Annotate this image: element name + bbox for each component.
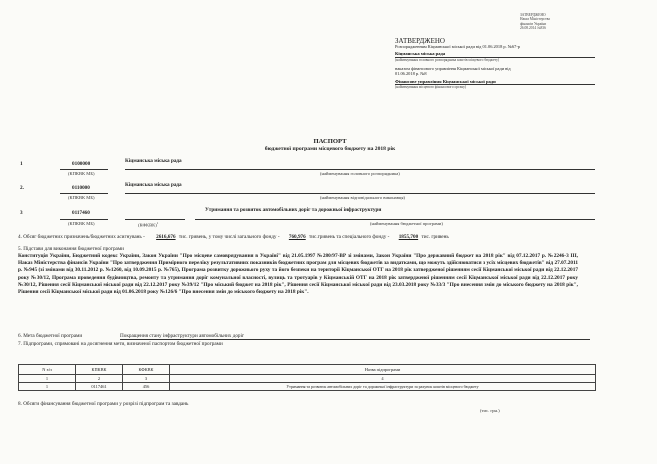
budget-text: 4. Обсяг бюджетних призначень/бюджетних асигнувань - — [18, 234, 145, 240]
section-5-body: Конституція України, Бюджетний кодекс України, Закон України "Про місцеве самоврядування в Україні" від 21.05.1997 №280/97-ВР зі змінами, Закон України "Про державний бюджет на 2018 рік" від 07.12.2017 р. №2246-3 ІІІ, Наказ Міністерства фінансів України "Про затвердження Примірного переліку результативних показників бюджетних програм для місцевих бюджетів за видатками, що можуть здійснюватися з усіх місцевих бюджетів" від 27.07.2011 р. №945 (зі змінами від 30.11.2012 р. №1260, від 10.09.2015 р. №765), Програма розвитку дорожнього руху та його безпеки на території Кіцманської ОТГ на 2018 рік затвердженої рішенням сесії Кіцманської міської ради від 22.12.2017 року №30/12, Програма проведення будівництва, ремонту та утримання доріг комунальної власності, вулиць та тротуарів у Кіцманській ОТГ на 2018 рік затвердженої рішенням сесії Кіцманської міської ради від 22.12.2017 року №30/12, Рішення сесії Кіцманської міської ради від 22.12.2017 року №39/12 "Про міський бюджет на 2018 рік", Рішення сесії Кіцманської міської ради від 23.03.2018 року №33/3 "Про внесення змін до міського бюджету на 2018 рік", Рішення сесії Кіцманської міської ради від 01.06.2018 року №126/6 "Про внесення змін до міського бюджету на 2018 рік". — [18, 253, 578, 296]
stamp-line: фінансів України — [520, 21, 547, 26]
top-right-stamp — [520, 13, 550, 31]
table-header-cell: N з/п — [19, 365, 76, 375]
approval-order-line: наказом фінансового управління Кіцманської міської ради від — [395, 66, 511, 72]
stamp-line: ЗАТВЕРДЖЕНО — [520, 13, 546, 17]
table-cell: 4 — [170, 375, 596, 383]
kfkvk-caption-text: (КФКВК) — [138, 222, 157, 228]
section-7-heading: 7. Підпрограми, спрямовані на досягнення мети, визначеної паспортом бюджетної програми — [18, 341, 223, 347]
row-number: 3 — [20, 210, 23, 216]
approval-org-name: Кіцманська міська рада — [395, 52, 595, 57]
row-kfkvk-caption — [138, 221, 158, 228]
row-number: 1 — [20, 161, 23, 167]
kfkvk-footnote-mark: 1 — [156, 221, 159, 225]
table-header-cell: КПКВК — [76, 365, 123, 375]
table-header-row — [19, 365, 596, 375]
row-name: Утримання та розвиток автомобільних доріг та дорожньої інфраструктури — [205, 207, 382, 213]
section-8-unit: (тис. грн.) — [480, 408, 500, 413]
page-title: ПАСПОРТ — [313, 138, 347, 145]
row-name-caption: (найменування головного розпорядника) — [320, 171, 400, 176]
table-header-cell: КФКВК — [123, 365, 170, 375]
subprograms-table — [18, 364, 596, 391]
table-cell: 1 — [19, 383, 76, 391]
row-code: 0100000 — [72, 161, 91, 167]
row-underline — [125, 169, 595, 170]
budget-special: 1855,700 — [398, 234, 419, 240]
section-6-label: 6. Мета бюджетної програми — [18, 333, 83, 339]
approval-org-caption: (найменування головного розпорядника коштів місцевого бюджету) — [395, 57, 500, 62]
budget-general: 760,976 — [288, 234, 306, 240]
row-name: Кіцманська міська рада — [125, 182, 182, 188]
page-subtitle: бюджетної програми місцевого бюджету на 2018 рік — [264, 146, 396, 152]
table-cell: 0117461 — [76, 383, 123, 391]
row-underline — [125, 219, 185, 220]
section-8-heading: 8. Обсяги фінансування бюджетної програми у розрізі підпрограм та завдань — [18, 401, 189, 407]
row-underline — [125, 193, 595, 194]
table-row — [19, 383, 596, 391]
approval-decree: Розпорядженням Кіцманської міської ради від 01.06.2018 р. №67-р — [395, 44, 520, 49]
row-underline — [60, 169, 108, 170]
stamp-line: 26.08.2014 №836 — [520, 26, 546, 31]
approval-finance-caption: (найменування місцевого фінансового органу) — [395, 85, 467, 90]
row-number: 2. — [20, 185, 24, 191]
row-code-caption: (КПКВК МБ) — [68, 221, 95, 226]
row-name: Кіцманська міська рада — [125, 158, 182, 164]
table-cell: 3 — [123, 375, 170, 383]
table-cell: 2 — [76, 375, 123, 383]
budget-total: 2616,676 — [156, 234, 176, 240]
approval-finance-name: Фінансове управління Кіцманської міської ради — [395, 80, 595, 85]
section-5-heading: 5. Підстави для виконання бюджетної програми — [18, 246, 124, 252]
row-code-caption: (КПКВК МБ) — [68, 195, 95, 200]
table-header-cell: Назва підпрограми — [170, 365, 596, 375]
table-cell: 456 — [123, 383, 170, 391]
section-4-budget — [18, 234, 449, 240]
row-name-caption: (найменування відповідального виконавця) — [320, 195, 405, 200]
table-row — [19, 375, 596, 383]
budget-text: тис. гривень, у тому числі загального фонду - — [178, 234, 280, 240]
row-underline — [60, 219, 108, 220]
row-underline — [195, 219, 595, 220]
row-code: 0117460 — [72, 210, 90, 216]
table-cell: Утримання та розвиток автомобільних доріг та дорожньої інфраструктури за рахунок коштів місцевого бюджету — [170, 383, 596, 391]
row-code: 0110000 — [72, 185, 90, 191]
budget-text: тис. гривень — [421, 234, 449, 240]
section-6-value: Покращення стану інфраструктури автомобільних доріг — [120, 333, 590, 340]
budget-text: тис.гривень та спеціального фонду - — [309, 234, 390, 240]
row-name-caption: (найменування бюджетної програми) — [370, 221, 443, 226]
approval-block — [395, 37, 595, 90]
approval-order-date: 01.06.2018 р. №8 — [395, 70, 427, 76]
row-code-caption: (КПКВК МБ) — [68, 171, 95, 176]
table-cell: 1 — [19, 375, 76, 383]
stamp-line: Наказ Міністерства — [520, 17, 550, 22]
approval-heading: ЗАТВЕРДЖЕНО — [395, 37, 445, 45]
row-underline — [60, 193, 108, 194]
